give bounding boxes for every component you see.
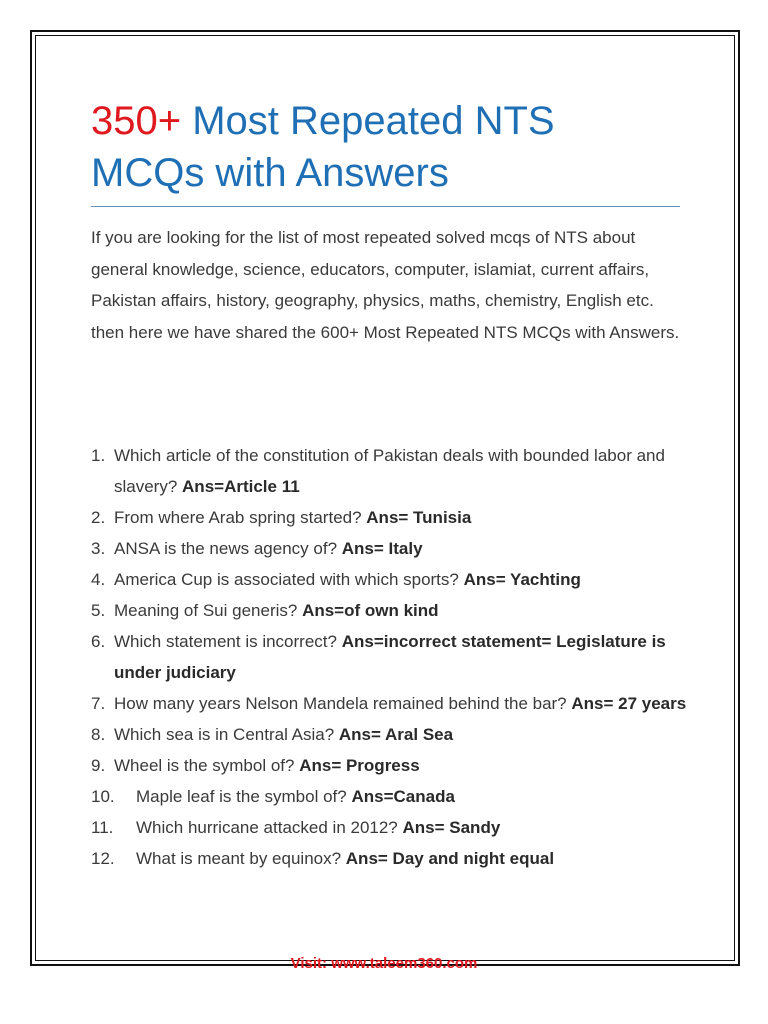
mcq-answer: Ans=incorrect statement= Legislature is under judiciary bbox=[114, 632, 666, 682]
mcq-number: 3. bbox=[91, 539, 106, 558]
page-title bbox=[91, 95, 671, 199]
mcq-number: 1. bbox=[91, 446, 106, 465]
mcq-body bbox=[114, 564, 691, 595]
mcq-body bbox=[114, 719, 691, 750]
mcq-question: Wheel is the symbol of? bbox=[114, 756, 300, 775]
mcq-number: 9. bbox=[91, 756, 106, 775]
mcq-number: 7. bbox=[91, 694, 106, 713]
mcq-question: Which sea is in Central Asia? bbox=[114, 725, 339, 744]
mcq-body bbox=[114, 626, 691, 688]
mcq-item bbox=[91, 781, 691, 812]
mcq-item bbox=[91, 750, 691, 781]
mcq-answer: Ans=Canada bbox=[351, 787, 455, 806]
mcq-question: What is meant by equinox? bbox=[136, 849, 346, 868]
mcq-answer: Ans= Yachting bbox=[463, 570, 581, 589]
mcq-item bbox=[91, 812, 691, 843]
mcq-answer: Ans= Day and night equal bbox=[345, 849, 555, 868]
mcq-item bbox=[91, 843, 691, 874]
mcq-question: Which article of the constitution of Pakistan deals with bounded labor and slavery? bbox=[114, 446, 665, 496]
mcq-body bbox=[136, 812, 691, 843]
mcq-answer: Ans= 27 years bbox=[571, 694, 687, 713]
mcq-number: 6. bbox=[91, 632, 106, 651]
footer-link[interactable]: Visit: www.taleem360.com bbox=[290, 955, 478, 972]
mcq-list bbox=[91, 440, 691, 874]
mcq-number: 8. bbox=[91, 725, 106, 744]
mcq-question: How many years Nelson Mandela remained behind the bar? bbox=[114, 694, 572, 713]
mcq-question: From where Arab spring started? bbox=[114, 508, 367, 527]
mcq-item bbox=[91, 688, 691, 719]
mcq-item bbox=[91, 564, 691, 595]
title-divider bbox=[91, 206, 680, 207]
mcq-body bbox=[114, 502, 691, 533]
intro-paragraph: If you are looking for the list of most repeated solved mcqs of NTS about general knowledge, science, educators, computer, islamiat, current affairs, Pakistan affairs, history, geography, physics, maths, chemistry, English etc. then here we have shared the 600+ Most Repeated NTS MCQs with Answers. bbox=[91, 228, 680, 342]
mcq-question: Maple leaf is the symbol of? bbox=[136, 787, 352, 806]
mcq-question: America Cup is associated with which sports? bbox=[114, 570, 464, 589]
mcq-body bbox=[114, 533, 691, 564]
mcq-body bbox=[136, 843, 691, 874]
mcq-number: 5. bbox=[91, 601, 106, 620]
mcq-body bbox=[114, 688, 691, 719]
mcq-item bbox=[91, 533, 691, 564]
mcq-question: ANSA is the news agency of? bbox=[114, 539, 342, 558]
title-text: Most Repeated NTS MCQs with Answers bbox=[91, 99, 555, 195]
mcq-number: 2. bbox=[91, 508, 106, 527]
mcq-body bbox=[136, 781, 691, 812]
mcq-number: 11. bbox=[91, 818, 114, 837]
mcq-question: Meaning of Sui generis? bbox=[114, 601, 303, 620]
mcq-number: 12. bbox=[91, 849, 115, 868]
mcq-answer: Ans= Aral Sea bbox=[338, 725, 454, 744]
mcq-answer: Ans= Progress bbox=[299, 756, 420, 775]
mcq-item bbox=[91, 626, 691, 688]
mcq-item bbox=[91, 440, 691, 502]
mcq-item bbox=[91, 502, 691, 533]
mcq-item bbox=[91, 595, 691, 626]
mcq-answer: Ans= Tunisia bbox=[366, 508, 472, 527]
mcq-body bbox=[114, 750, 691, 781]
mcq-answer: Ans= Italy bbox=[341, 539, 423, 558]
title-number: 350+ bbox=[91, 99, 182, 143]
mcq-answer: Ans=of own kind bbox=[302, 601, 439, 620]
mcq-body bbox=[114, 595, 691, 626]
mcq-answer: Ans= Sandy bbox=[402, 818, 501, 837]
mcq-question: Which statement is incorrect? bbox=[114, 632, 342, 651]
mcq-body bbox=[114, 440, 691, 502]
mcq-number: 4. bbox=[91, 570, 106, 589]
mcq-answer: Ans=Article 11 bbox=[182, 477, 300, 496]
mcq-question: Which hurricane attacked in 2012? bbox=[136, 818, 403, 837]
mcq-number: 10. bbox=[91, 787, 115, 806]
mcq-item bbox=[91, 719, 691, 750]
